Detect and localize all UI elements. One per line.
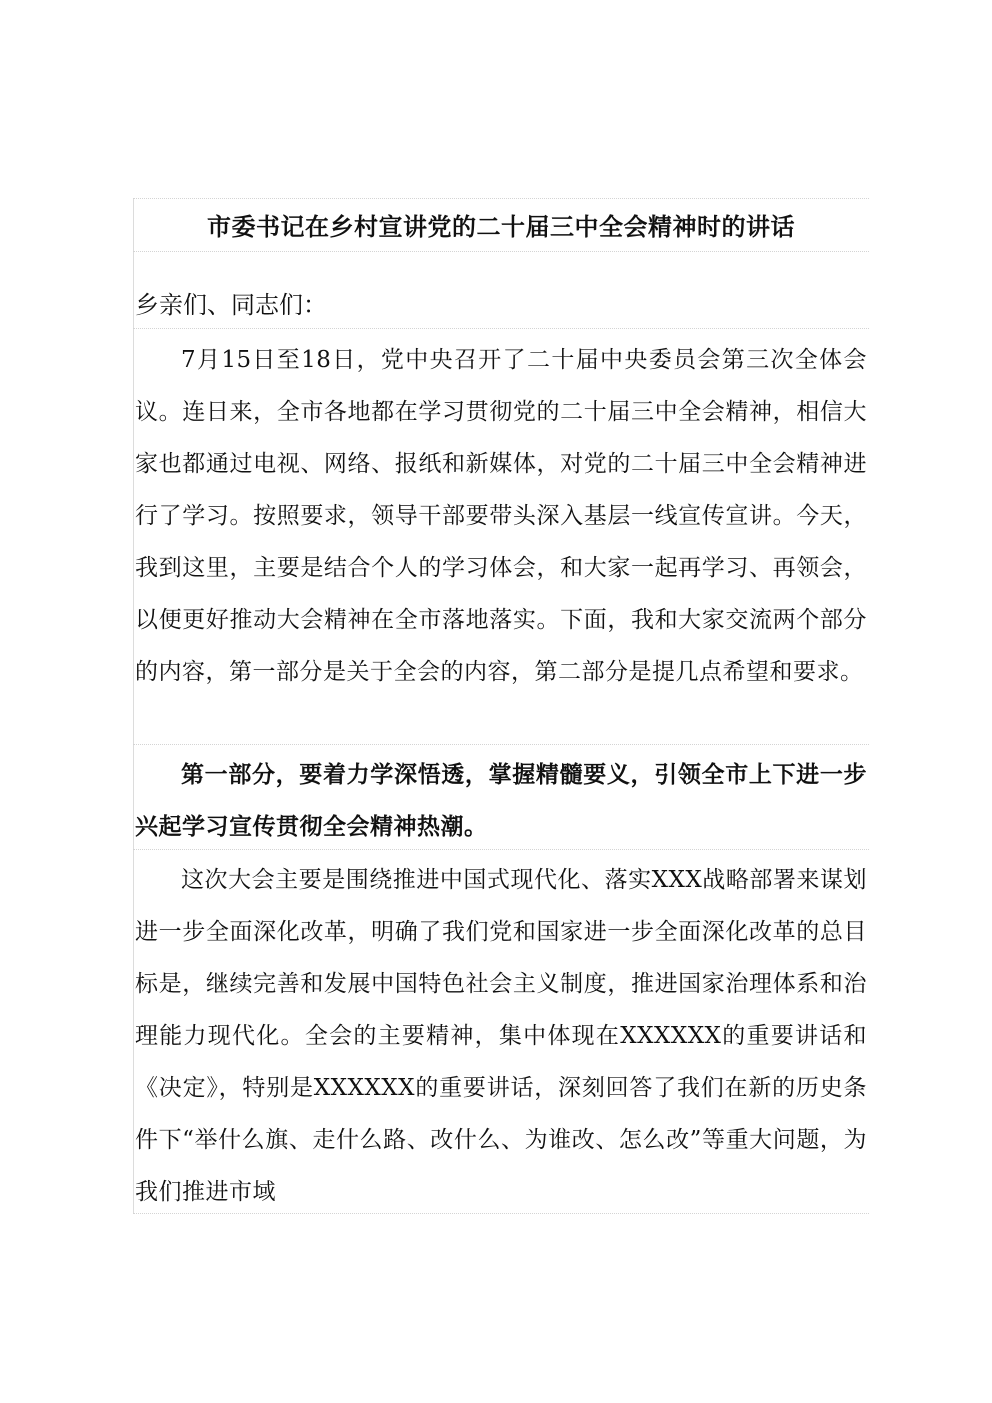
section-heading: 第一部分，要着力学深悟透，掌握精髓要义，引领全市上下进一步兴起学习宣传贯彻全会精神热潮。 <box>135 762 867 840</box>
divider <box>133 251 869 252</box>
document-title: 市委书记在乡村宣讲党的二十届三中全会精神时的讲话 <box>207 212 795 241</box>
divider <box>133 328 869 329</box>
divider <box>133 198 869 199</box>
divider <box>133 744 869 745</box>
paragraph-body: 这次大会主要是围绕推进中国式现代化、落实XXX战略部署来谋划进一步全面深化改革，明确了我们党和国家进一步全面深化改革的总目标是，继续完善和发展中国特色社会主义制度，推进国家治理体系和治理能力现代化。全会的主要精神，集中体现在XXXXXX的重要讲话和《决定》，特别是XXXXXX的重要讲话，深刻回答了我们在新的历史条件下“举什么旗、走什么路、改什么、为谁改、怎么改”等重大问题，为我们推进市域 <box>135 867 867 1205</box>
greeting: 乡亲们、同志们： <box>135 291 327 319</box>
paragraph-intro: 7月15日至18日，党中央召开了二十届中央委员会第三次全体会议。连日来，全市各地都在学习贯彻党的二十届三中全会精神，相信大家也都通过电视、网络、报纸和新媒体，对党的二十届三中全会精神进行了学习。按照要求，领导干部要带头深入基层一线宣传宣讲。今天，我到这里，主要是结合个人的学习体会，和大家一起再学习、再领会，以便更好推动大会精神在全市落地落实。下面，我和大家交流两个部分的内容，第一部分是关于全会的内容，第二部分是提几点希望和要求。 <box>135 347 867 685</box>
